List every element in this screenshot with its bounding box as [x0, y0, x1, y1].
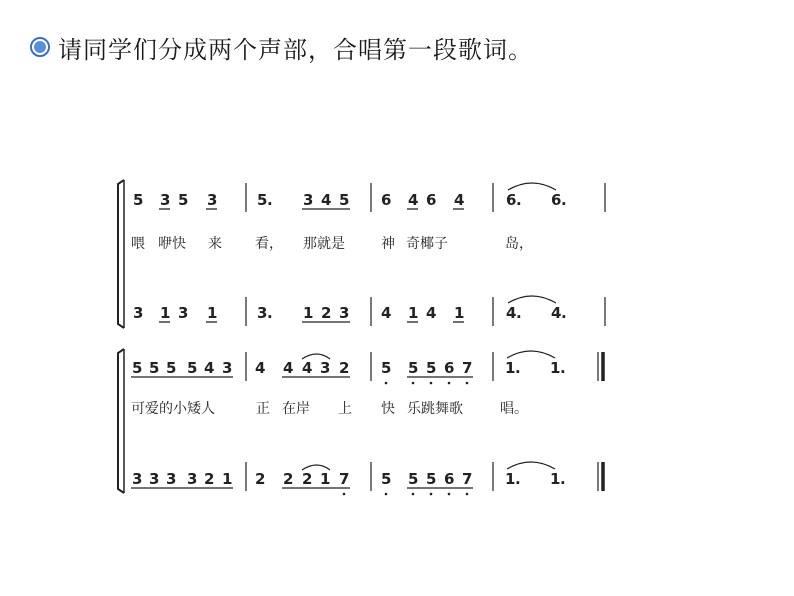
- lyric: 可爱的小矮人: [131, 401, 215, 417]
- note: 5: [149, 359, 160, 377]
- lyric: 正: [256, 401, 270, 417]
- note: 3: [166, 470, 177, 488]
- note: 1: [320, 470, 331, 488]
- note: 1: [550, 359, 561, 377]
- lyric: 唱。: [500, 401, 528, 417]
- note: 7: [462, 470, 473, 488]
- note: 5: [132, 359, 143, 377]
- note: 5: [381, 470, 392, 488]
- lyric: 咿快: [158, 236, 186, 252]
- note: 5: [408, 359, 419, 377]
- lyric: 那就是: [303, 236, 345, 252]
- note: 4: [283, 359, 294, 377]
- note: 5: [426, 470, 437, 488]
- note: 2: [283, 470, 294, 488]
- note: 4: [408, 191, 419, 209]
- lyric: 快: [381, 401, 395, 417]
- note: 2: [302, 470, 313, 488]
- low-octave-dot: [412, 382, 415, 385]
- note: 3: [207, 191, 218, 209]
- lyric: 来: [208, 236, 222, 252]
- note: 1: [550, 470, 561, 488]
- dot: .: [561, 304, 567, 322]
- note: 1: [160, 304, 171, 322]
- lyric: 喂: [131, 236, 145, 252]
- note: 3: [133, 304, 144, 322]
- low-octave-dot: [448, 493, 451, 496]
- note: 7: [339, 470, 350, 488]
- note: 3: [320, 359, 331, 377]
- lyric: 看，: [255, 236, 283, 252]
- tie: [508, 183, 556, 190]
- note: 3: [178, 304, 189, 322]
- low-octave-dot: [430, 382, 433, 385]
- dot: .: [267, 191, 273, 209]
- note: 4: [426, 304, 437, 322]
- note: 6: [551, 191, 562, 209]
- note: 4: [506, 304, 517, 322]
- low-octave-dot: [343, 493, 346, 496]
- low-octave-dot: [385, 382, 388, 385]
- note: 4: [454, 191, 465, 209]
- note: 3: [132, 470, 143, 488]
- dot: .: [516, 304, 522, 322]
- note: 2: [204, 470, 215, 488]
- note: 5: [381, 359, 392, 377]
- lyric: 乐跳舞歌: [407, 401, 463, 417]
- note: 1: [408, 304, 419, 322]
- note: 6: [426, 191, 437, 209]
- low-octave-dot: [430, 493, 433, 496]
- dot: .: [515, 359, 521, 377]
- note: 2: [321, 304, 332, 322]
- note: 3: [303, 191, 314, 209]
- note: 3: [149, 470, 160, 488]
- note: 1: [505, 359, 516, 377]
- note: 3: [160, 191, 171, 209]
- instruction-text: 请同学们分成两个声部，合唱第一段歌词。: [58, 35, 533, 64]
- note: 3: [339, 304, 350, 322]
- lyric: 上: [338, 401, 352, 417]
- dot: .: [515, 470, 521, 488]
- note: 6: [444, 359, 455, 377]
- dot: .: [516, 191, 522, 209]
- note: 4: [551, 304, 562, 322]
- note: 4: [381, 304, 392, 322]
- note: 7: [462, 359, 473, 377]
- system-2-bracket: [118, 349, 124, 493]
- note: 6: [506, 191, 517, 209]
- note: 6: [381, 191, 392, 209]
- note: 5: [408, 470, 419, 488]
- note: 4: [321, 191, 332, 209]
- note: 5: [426, 359, 437, 377]
- note: 5: [133, 191, 144, 209]
- lyric: 奇椰子: [406, 236, 448, 252]
- note: 3: [187, 470, 198, 488]
- low-octave-dot: [466, 382, 469, 385]
- note: 4: [255, 359, 266, 377]
- system-1: [118, 180, 605, 328]
- note: 1: [505, 470, 516, 488]
- note: 5: [339, 191, 350, 209]
- lyric: 神: [381, 236, 395, 252]
- dot: .: [560, 470, 566, 488]
- note: 4: [302, 359, 313, 377]
- note: 2: [255, 470, 266, 488]
- note: 3: [257, 304, 268, 322]
- tie: [507, 351, 555, 358]
- note: 5: [257, 191, 268, 209]
- note: 5: [166, 359, 177, 377]
- lyric: 岛，: [505, 236, 533, 252]
- tie: [508, 296, 556, 303]
- note: 4: [204, 359, 215, 377]
- note: 2: [339, 359, 350, 377]
- low-octave-dot: [412, 493, 415, 496]
- system-1-bracket: [118, 180, 124, 328]
- system-2: [118, 349, 603, 495]
- low-octave-dot: [448, 382, 451, 385]
- low-octave-dot: [466, 493, 469, 496]
- note: 1: [454, 304, 465, 322]
- note: 5: [187, 359, 198, 377]
- dot: .: [561, 191, 567, 209]
- note: 6: [444, 470, 455, 488]
- dot: .: [560, 359, 566, 377]
- low-octave-dot: [385, 493, 388, 496]
- note: 1: [207, 304, 218, 322]
- dot: .: [267, 304, 273, 322]
- note: 1: [303, 304, 314, 322]
- note: 3: [222, 359, 233, 377]
- note: 5: [178, 191, 189, 209]
- tie: [507, 462, 555, 469]
- note: 1: [222, 470, 233, 488]
- lyric: 在岸: [282, 401, 310, 417]
